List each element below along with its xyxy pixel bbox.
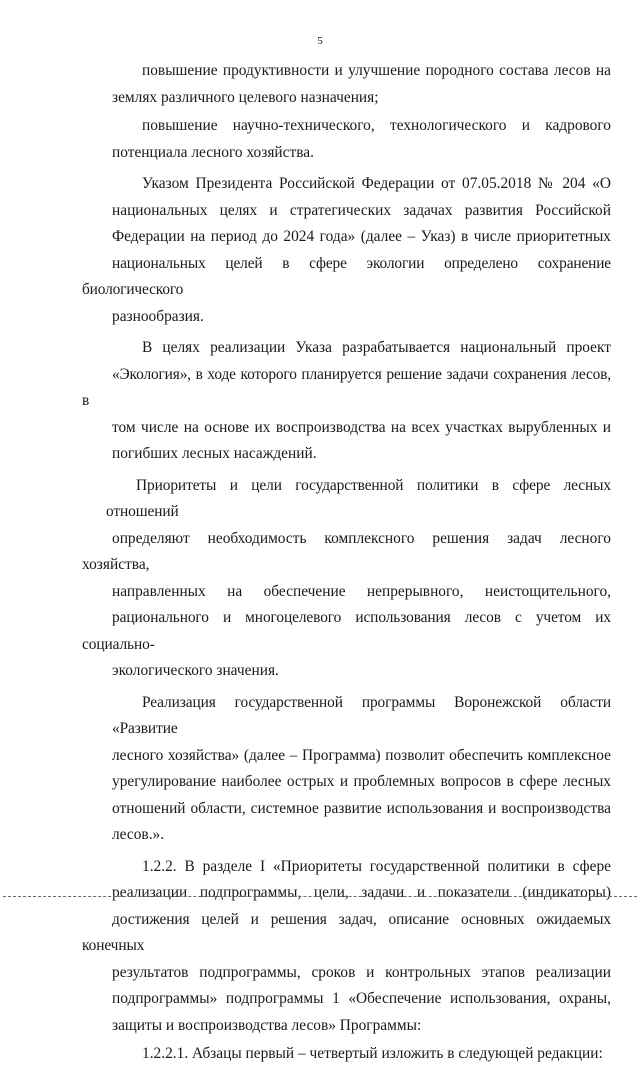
text-line: рационального и многоцелевого использования лесов с учетом их социально-	[82, 609, 611, 653]
paragraph-2	[112, 113, 611, 166]
paragraph-3	[82, 171, 611, 330]
text-line: Указом Президента Российской Федерации от 07.05.2018 № 204 «О	[142, 175, 611, 192]
text-line: экологического значения.	[112, 662, 279, 679]
text-line: Реализация государственной программы Воронежской области «Развитие	[112, 693, 611, 737]
page-number: 5	[317, 35, 323, 47]
paragraph-4	[82, 335, 611, 468]
text-line: 1.2.2.1. Абзацы первый – четвертый изложить в следующей редакции:	[142, 1045, 603, 1062]
text-line: повышение научно-технического, технологического и кадрового	[142, 117, 611, 134]
text-line: определяют необходимость комплексного решения задач лесного хозяйства,	[82, 529, 611, 573]
text-line: Федерации на период до 2024 года» (далее – Указ) в числе приоритетных	[112, 228, 611, 245]
document-body	[82, 58, 611, 1068]
text-line: Приоритеты и цели государственной политики в сфере лесных отношений	[106, 476, 611, 520]
text-line: национальных целей в сфере экологии определено сохранение биологического	[82, 254, 611, 298]
text-line: 1.2.2. В разделе I «Приоритеты государственной политики в сфере	[142, 857, 611, 875]
text-line: подпрограммы» подпрограммы 1 «Обеспечение использования, охраны,	[112, 990, 611, 1007]
text-line: защиты и воспроизводства лесов» Программы:	[112, 1016, 422, 1034]
text-line: урегулирование наиболее острых и проблемных вопросов в сфере лесных	[112, 773, 611, 790]
text-line: «Экология», в ходе которого планируется решение задачи сохранения лесов, в	[82, 365, 611, 409]
text-line: результатов подпрограммы, сроков и контрольных этапов реализации	[112, 963, 611, 981]
text-line: землях различного целевого назначения;	[112, 88, 379, 106]
text-line: национальных целях и стратегических задачах развития Российской	[112, 201, 611, 219]
text-line: погибших лесных насаждений.	[112, 445, 317, 462]
text-line: лесного хозяйства» (далее – Программа) позволит обеспечить комплексное	[112, 746, 611, 764]
text-line: разнообразия.	[112, 307, 204, 325]
paragraph-1	[112, 58, 611, 111]
text-line: лесов.».	[112, 826, 165, 843]
text-line: том числе на основе их воспроизводства на всех участках вырубленных и	[112, 418, 611, 436]
paragraph-5	[82, 473, 611, 685]
paragraph-6	[112, 690, 611, 849]
text-line: потенциала лесного хозяйства.	[112, 143, 314, 161]
text-line: реализации подпрограммы, цели, задачи и показатели (индикаторы)	[112, 884, 611, 901]
text-line: достижения целей и решения задач, описание основных ожидаемых конечных	[82, 910, 611, 954]
text-line: повышение продуктивности и улучшение породного состава лесов на	[142, 62, 611, 79]
paragraph-8	[112, 1041, 611, 1068]
bottom-divider	[3, 896, 637, 897]
paragraph-7	[82, 854, 611, 1040]
text-line: В целях реализации Указа разрабатывается национальный проект	[142, 339, 611, 356]
text-line: отношений области, системное развитие использования и воспроизводства	[112, 799, 611, 817]
text-line: направленных на обеспечение непрерывного, неистощительного,	[112, 582, 611, 600]
